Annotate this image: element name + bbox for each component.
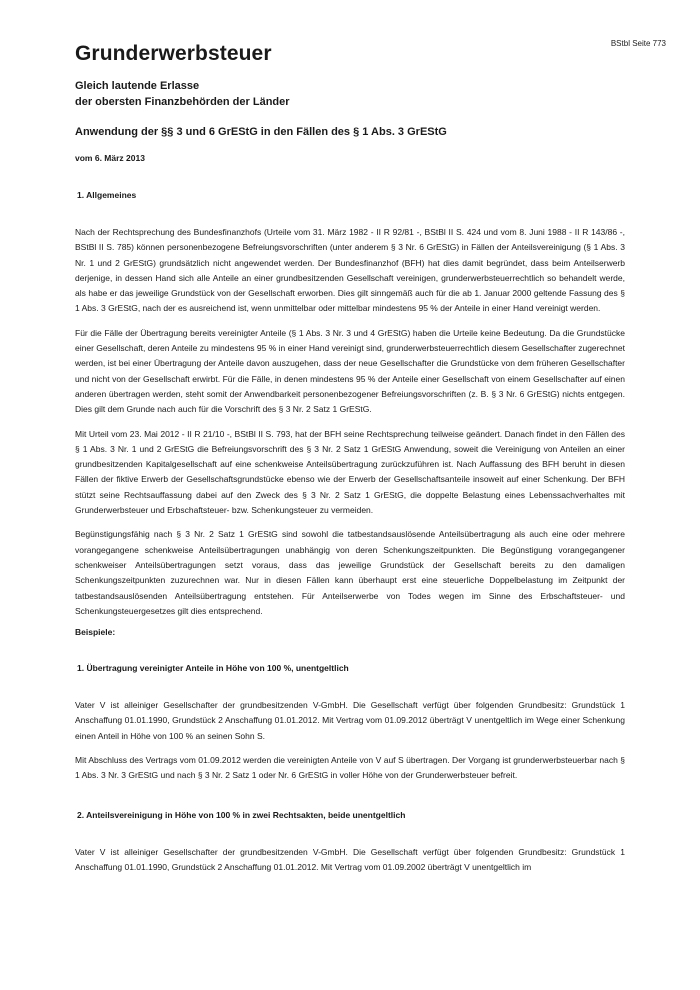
paragraph: Mit Urteil vom 23. Mai 2012 - II R 21/10 -, BStBl II S. 793, hat der BFH seine Rechtsprechung teilweise geändert. Danach findet in den Fällen des § 1 Abs. 3 Nr. 1 und 2 GrEStG die Befreiungsvorschrift des § 3 Nr. 2 Satz 1 GrEStG Anwendung, soweit die Vereinigung von Anteilen an einer grundbesitzenden Kapitalgesellschaft auf eine schenkweise Anteilsübertragung zurückzuführen ist. Nach Auffassung des BFH beruht in diesen Fällen der fiktive Erwerb der Gesellschaftsgrundstücke ebenso wie der Erwerb der Gesellschaftsanteile insoweit auf einer Schenkung. Der BFH stützt seine Rechtsauffassung dabei auf den Zweck des § 3 Nr. 2 Satz 1 GrEStG, die doppelte Belastung eines Lebenssachverhaltes mit Grunderwerbsteuer und Erbschaftsteuer- bzw. Schenkungsteuer zu vermeiden. [75,428,625,516]
page-reference: BStbl Seite 773 [610,39,666,48]
document-topic: Anwendung der §§ 3 und 6 GrEStG in den Fällen des § 1 Abs. 3 GrEStG [75,126,447,138]
examples-label: Beispiele: [75,627,116,638]
issuer-subtitle [75,78,625,110]
example-heading: 1. Übertragung vereinigter Anteile in Höhe von 100 %, unentgeltlich [77,663,349,674]
paragraph: Begünstigungsfähig nach § 3 Nr. 2 Satz 1 GrEStG sind sowohl die tatbestandsauslösende Anteilsübertragung als auch eine oder mehrere vorangegangene schenkweise Anteilsübertragungen unabhängig von deren Schenkungszeitpunkten. Die Begünstigung vorangegangener schenkweiser Anteilsübertragungen setzt voraus, dass das jeweilige Grundstück der Gesellschaft bereits zu den damaligen Schenkungszeitpunkten zuzurechnen war. Nur in diesen Fällen kann überhaupt erst eine steuerliche Doppelbelastung im Zeitpunkt der tatbestandsauslösenden Anteilsübertragung entstehen. Für Anteilserwerbe von Todes wegen im Sinne des Erbschaftsteuer- und Schenkungsteuergesetzes gilt dies entsprechend. [75,529,625,616]
paragraph: Mit Abschluss des Vertrags vom 01.09.2012 werden die vereinigten Anteile von V auf S übertragen. Der Vorgang ist grunderwerbsteuerbar nach § 1 Abs. 3 Nr. 3 GrEStG und nach § 3 Nr. 2 Satz 1 oder Nr. 6 GrEStG in voller Höhe von der Grunderwerbsteuer befreit. [75,755,625,781]
example-heading: 2. Anteilsvereinigung in Höhe von 100 % in zwei Rechtsakten, beide unentgeltlich [77,809,406,820]
document-body [75,42,625,875]
paragraph: Vater V ist alleiniger Gesellschafter der grundbesitzenden V-GmbH. Die Gesellschaft verfügt über folgenden Grundbesitz: Grundstück 1 Anschaffung 01.01.1990, Grundstück 2 Anschaffung 01.01.2012. Mit Vertrag vom 01.09.2012 überträgt V unentgeltlich im Wege einer Schenkung einen Anteil in Höhe von 100 % an seinen Sohn S. [75,700,625,741]
paragraph: Nach der Rechtsprechung des Bundesfinanzhofs (Urteile vom 31. März 1982 - II R 92/81 -, BStBl II S. 424 und vom 8. Juni 1988 - II R 143/86 -, BStBl II S. 785) können personenbezogene Befreiungsvorschriften (unter anderem § 3 Nr. 6 GrEStG) in Fällen der Anteilsvereinigung (§ 1 Abs. 3 Nr. 1 und 2 GrEStG) grundsätzlich nicht angewendet werden. Der Bundesfinanzhof (BFH) hat dies damit begründet, dass beim Anteilserwerb derjenige, in dessen Hand sich alle Anteile an einer grundbesitzenden Gesellschaft vereinigen, grunderwerbsteuerrechtlich so behandelt werde, als habe er das jeweilige Grundstück von der Gesellschaft erworben. Dies gilt sinngemäß auch für die ab 1. Januar 2000 geltende Fassung des § 1 Abs. 3 GrEStG, nach der es ausreichend ist, wenn unmittelbar oder mittelbar mindestens 95 % der Anteile in einer Hand vereinigt werden. [75,227,625,314]
paragraph: Für die Fälle der Übertragung bereits vereinigter Anteile (§ 1 Abs. 3 Nr. 3 und 4 GrEStG) haben die Urteile keine Bedeutung. Da die Grundstücke einer Gesellschaft, deren Anteile zu mindestens 95 % in einer Hand vereinigt sind, grunderwerbsteuerrechtlich diesem Gesellschafter zugerechnet werden, ist bei einer Übertragung der Anteile davon auszugehen, dass der neue Gesellschafter die Grundstücke von dem früheren Gesellschafter und nicht von der Gesellschaft erwirbt. Für die Fälle, in denen mindestens 95 % der Anteile einer Gesellschaft von einem Gesellschafter auf einen anderen übertragen werden, steht somit der Anwendbarkeit personenbezogener Befreiungsvorschriften (z. B. § 3 Nr. 6 GrEStG) nichts entgegen. Dies gilt dem Grunde nach auch für die Vorschrift des § 3 Nr. 2 Satz 1 GrEStG. [75,327,625,415]
document-date: vom 6. März 2013 [75,153,145,163]
paragraph: Vater V ist alleiniger Gesellschafter der grundbesitzenden V-GmbH. Die Gesellschaft verfügt über folgenden Grundbesitz: Grundstück 1 Anschaffung 01.01.1990, Grundstück 2 Anschaffung 01.01.2012. Mit Vertrag vom 01.09.2002 überträgt V unentgeltlich im [75,846,625,872]
subtitle-line: der obersten Finanzbehörden der Länder [75,96,290,108]
section-heading: 1. Allgemeines [77,190,137,200]
document-title: Grunderwerbsteuer [75,42,272,65]
subtitle-line: Gleich lautende Erlasse [75,80,200,92]
